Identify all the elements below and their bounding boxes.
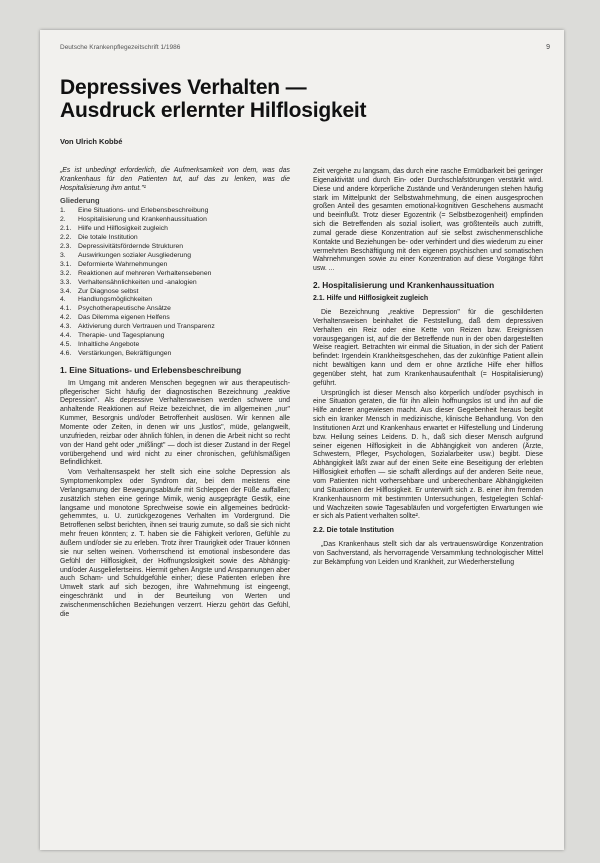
outline-item-text: Deformierte Wahrnehmungen [78, 260, 168, 268]
outline-item-text: Auswirkungen sozialer Ausgliederung [78, 251, 191, 259]
body-paragraph: Im Umgang mit anderen Menschen begegnen wir aus therapeutisch-pflegerischer Sicht häufig der diagnostischen Bezeichnung „reaktive Depression". Als depressive Verhaltensweisen werden schwere und anhaltende Reaktionen auf Reize bezeichnet, die im allgemeinen „nur" Kummer, Besorgnis und/oder Betroffenheit auslösen. Wir kennen alle Momente oder Zeiten, in denen wir uns „lustlos", müde, gelangweilt, unzufrieden, reizbar oder ähnlich fühlen, in denen die Arbeit nicht so recht von der Hand geht oder „mißlingt" — doch ist dieser Zustand in der Regel vorübergehend und wird nicht zu einer chronischen, gefühlsmäßigen Befindlichkeit. [60, 379, 290, 467]
outline-item [60, 270, 290, 279]
outline-item [60, 341, 290, 350]
outline-item-text: Eine Situations- und Erlebensbeschreibung [78, 207, 209, 215]
outline-item-number: 4.4. [60, 332, 72, 340]
outline-item-number: 4.1. [60, 305, 72, 313]
outline-item [60, 314, 290, 323]
outline-item-text: Psychotherapeutische Ansätze [78, 305, 171, 313]
section-heading-2: 2. Hospitalisierung und Krankenhaussituation [313, 280, 495, 291]
outline-item-text: Reaktionen auf mehreren Verhaltensebenen [78, 269, 212, 277]
outline-item-number: 4.3. [60, 323, 72, 331]
body-paragraph: Ursprünglich ist dieser Mensch also körperlich und/oder psychisch in eine Situation geraten, die für ihn allein hoffnungslos ist und ihn auf die Hilfe anderer angewiesen macht. Aus dieser Gegebenheit heraus begibt sich ein kranker Mensch in medizinische, klinische Behandlung. Von den Institutionen Arzt und Krankenhaus erwartet er Hilfestellung und Linderung bzw. Heilung seines Leidens. D. h., daß sich dieser Mensch aufgrund seiner eigenen Hilflosigkeit in die Abhängigkeit von anderen (Ärzte, Schwestern, Pfleger, Psychologen, Sozialarbeiter usw.) begibt. Diese Abhängigkeit läßt zwar auf der einen Seite eine Beseitigung der erlebten Hilflosigkeit erhoffen — sie schafft allerdings auf der anderen Seite neue, vom Patienten nicht vorhersehbare und unberechenbare Abhängigkeiten und Situationen der Hilflosigkeit. Er unterwirft sich z. B. einer ihm fremden Krankenhausnorm mit bestimmten Untersuchungen, festgelegten Schlaf- und Wachzeiten sowie Tagesabläufen und vorgefertigten Erwartungen wie er sich als Patient verhalten sollte². [313, 389, 543, 521]
title-line-1: Depressives Verhalten — [60, 76, 307, 99]
outline-item [60, 234, 290, 243]
outline-item-number: 3.1. [60, 260, 72, 268]
outline-item-number: 1. [60, 207, 66, 215]
outline-item-text: Handlungsmöglichkeiten [78, 296, 153, 304]
outline-list [60, 207, 290, 358]
outline-item [60, 243, 290, 252]
outline-item [60, 261, 290, 270]
outline-item [60, 216, 290, 225]
outline-item-number: 4. [60, 296, 66, 304]
outline-item-number: 2.2. [60, 234, 72, 242]
left-column [60, 167, 290, 621]
body-paragraph: Die Bezeichnung „reaktive Depression" für die geschilderten Verhaltensweisen beinhaltet die Feststellung, daß dem depressiven Verhalten ein Reiz oder eine Kette von Reizen bzw. Ereignissen vorausgegangen ist, auf die der Betreffende nun in der oben dargestellten Weise reagiert. Betrachten wir einmal die Situation, in der sich der Patient befindet: Irgendein Krankheitsgeschehen, das der zukünftige Patient allein nicht bewältigen kann und dem er ohne ärztliche Hilfe eher hilflos gegenüber steht, hat zum Krankenhausaufenthalt (= Hospitalisierung) geführt. [313, 308, 543, 387]
outline-item [60, 288, 290, 297]
outline-item-number: 2. [60, 216, 66, 224]
outline-item-text: Aktivierung durch Vertrauen und Transparenz [78, 323, 215, 331]
outline-item-text: Verstärkungen, Bekräftigungen [78, 349, 172, 357]
outline-item [60, 332, 290, 341]
outline-item-text: Zur Diagnose selbst [78, 287, 139, 295]
author-byline: Von Ulrich Kobbé [60, 137, 123, 146]
epigraph-quote: „Es ist unbedingt erforderlich, die Aufmerksamkeit von dem, was das Krankenhaus für den Patienten tut, auf das zu lenken, was die Hospitalisierung ihm antut."¹ [60, 167, 290, 192]
outline-item-number: 3.2. [60, 269, 72, 277]
body-paragraph: Vom Verhaltensaspekt her stellt sich eine solche Depression als Symptomenkomplex oder Syndrom dar, bei dem meistens eine Verlangsamung der Bewegungsabläufe mit Schleppen der Füße auffallen; zusätzlich stehen eine geringe Mimik, wenig ausgeprägte Gestik, eine langsame und monotone Sprechweise sowie ein allgemeines bedrückt-gehemmtes, u. U. zurückgezogenes Verhalten im Vordergrund. Die Betroffenen selbst berichten, ihnen sei traurig zumute, so daß sie sich nicht mehr freuen könnten; z. T. haben sie die Fähigkeit verloren, Gefühle zu äußern und/oder sie zu erleben. Trotz ihrer Traurigkeit oder Trauer können sie nur selten weinen. Vorherrschend ist emotional insbesondere das Gefühl der Hilflosigkeit, der Hoffnungslosigkeit sowie des Abhängig- und/oder Ausgeliefertseins. Hiermit gehen Ängste und Anspannungen aber auch Scham- und Schuldgefühle einher; diese Patienten erleben ihre Umwelt stark auf sich bezogen, ihre Wahrnehmung ist eingeengt, eingeschränkt und in der Beurteilung von Werten und zwischenmenschlichen Beziehungen verzerrt. Hierzu gehört das Gefühl, die [60, 469, 290, 618]
outline-item [60, 279, 290, 288]
outline-item-number: 3. [60, 251, 66, 259]
outline-item-number: 2.1. [60, 225, 72, 233]
journal-page [40, 30, 564, 850]
body-paragraph: Zeit vergehe zu langsam, das durch eine rasche Ermüdbarkeit bei geringer Eigenaktivität und durch Ein- oder Durchschlafstörungen verstärkt wird. Diese und andere körperliche Zustände und Veränderungen stehen häufig stark im Mittelpunkt der Selbstwahrnehmung, die einen ausgesprochen großen Anteil des gesamten emotional-kognitiven Geschehens ausmacht und beeinflußt. Trotz dieser Egozentrik (= Selbstbezogenheit) empfinden sich die Betreffenden als sozial isoliert, was größtenteils auch zutrifft, zumal gerade diese Konzentration auf sie selbst zwischenmenschliche Kontakte und Beziehungen be- oder verhindert und dies wiederum zu einer vermehrten Beschäftigung mit den eigenen psychischen und somatischen Wahrnehmungen sowie zu einer Konzentration auf diese Vorgänge führt usw. ... [313, 168, 543, 273]
body-paragraph: „Das Krankenhaus stellt sich dar als vertrauenswürdige Konzentration von Sachverstand, als hervorragende Versammlung technologischer Mittel zur Bekämpfung von Leiden und Krankheit, zur Wiederherstellung [313, 541, 543, 566]
title-line-2: Ausdruck erlernter Hilflosigkeit [60, 99, 367, 122]
outline-item-text: Die totale Institution [78, 234, 138, 242]
right-column [313, 168, 543, 569]
page-number: 9 [546, 44, 550, 51]
article-title [60, 76, 366, 122]
outline-item-number: 3.3. [60, 278, 72, 286]
outline-item-text: Das Dilemma eigenen Helfens [78, 314, 170, 322]
outline-heading: Gliederung [60, 195, 100, 205]
subsection-heading-2-1: 2.1. Hilfe und Hilflosigkeit zugleich [313, 295, 429, 303]
outline-item [60, 207, 290, 216]
outline-item-number: 2.3. [60, 243, 72, 250]
outline-item [60, 252, 290, 261]
running-head: Deutsche Krankenpflegezeitschrift 1/1986 [60, 44, 181, 51]
outline-item-number: 4.6. [60, 349, 72, 357]
outline-item [60, 350, 290, 359]
outline-item-text: Hospitalisierung und Krankenhaussituation [78, 216, 207, 224]
outline-item [60, 305, 290, 314]
outline-item-text: Inhaltliche Angebote [78, 340, 140, 348]
outline-item-text: Hilfe und Hilflosigkeit zugleich [78, 225, 168, 233]
section-heading-1: 1. Eine Situations- und Erlebensbeschreibung [60, 364, 242, 375]
outline-item-text: Therapie- und Tagesplanung [78, 332, 165, 340]
outline-item-text: Verhaltensähnlichkeiten und -analogien [78, 278, 197, 286]
outline-item-number: 4.2. [60, 314, 72, 322]
outline-item-number: 4.5. [60, 340, 72, 348]
subsection-heading-2-2: 2.2. Die totale Institution [313, 527, 394, 535]
outline-item [60, 225, 290, 234]
outline-item-text: Depressivitätsfördernde Strukturen [78, 243, 184, 250]
outline-item [60, 296, 290, 305]
outline-item [60, 323, 290, 332]
outline-item-number: 3.4. [60, 287, 72, 295]
